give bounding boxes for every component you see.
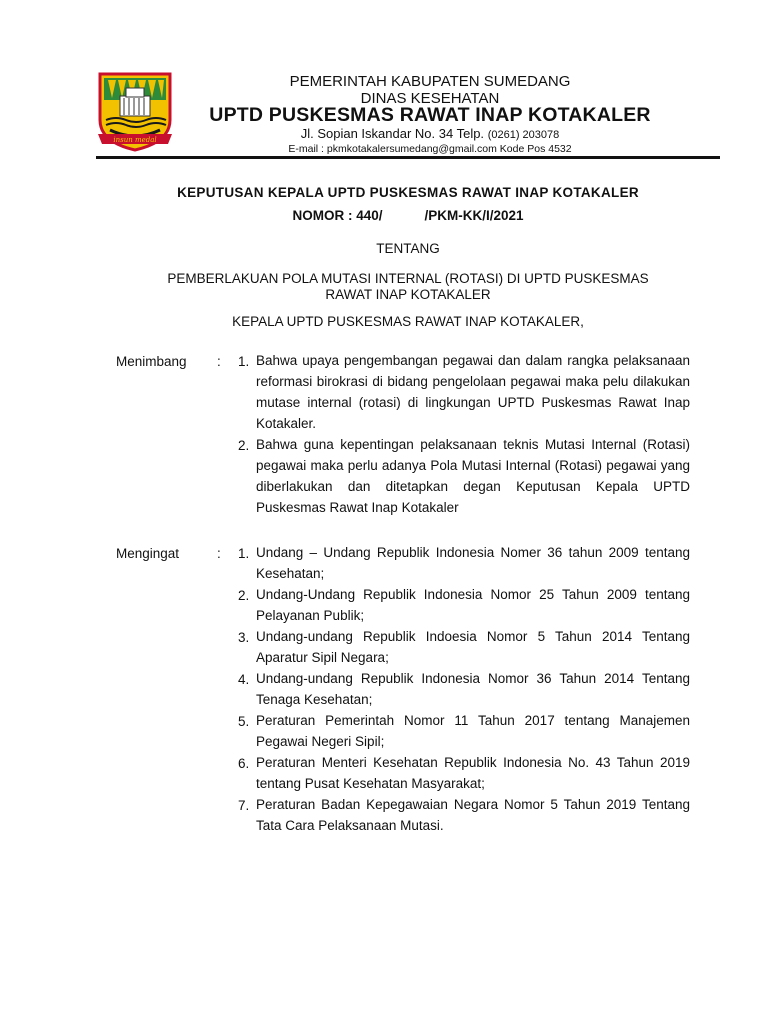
mengingat-item-6: Peraturan Menteri Kesehatan Republik Indonesia No. 43 Tahun 2019 tentang Pusat Kesehatan Masyarakat; xyxy=(256,755,690,791)
menimbang-item-1: Bahwa upaya pengembangan pegawai dan dalam rangka pelaksanaan reformasi birokrasi di bidang pengelolaan pegawai maka pelu dilakukan mutase internal (rotasi) di lingkungan UPTD Puskesmas Rawat Inap Kotakaler. xyxy=(256,353,690,431)
menimbang-colon: : xyxy=(217,354,221,369)
tentang-heading: TENTANG xyxy=(376,241,440,256)
mengingat-item-4: Undang-undang Republik Indonesia Nomor 36 Tahun 2014 Tentang Tenaga Kesehatan; xyxy=(256,671,690,707)
mengingat-colon: : xyxy=(217,546,221,561)
header-address xyxy=(190,126,670,141)
mengingat-item-7: Peraturan Badan Kepegawaian Negara Nomor 5 Tahun 2019 Tentang Tata Cara Pelaksanaan Mutasi. xyxy=(256,797,690,833)
address-text: Jl. Sopian Iskandar No. 34 Telp. xyxy=(300,126,485,141)
logo-motto: insun medal xyxy=(113,136,157,144)
mengingat-item-3: Undang-undang Republik Indoesia Nomor 5 Tahun 2014 Tentang Aparatur Sipil Negara; xyxy=(256,629,690,665)
header-department: DINAS KESEHATAN xyxy=(360,90,500,107)
decree-issuer: KEPALA UPTD PUSKESMAS RAWAT INAP KOTAKALER, xyxy=(232,314,584,329)
subject-line-1: PEMBERLAKUAN POLA MUTASI INTERNAL (ROTASI) DI UPTD PUSKESMAS xyxy=(167,271,649,286)
mengingat-item-1: Undang – Undang Republik Indonesia Nomer 36 tahun 2009 tentang Kesehatan; xyxy=(256,545,690,581)
number-suffix: /PKM-KK/I/2021 xyxy=(424,208,524,223)
number-prefix: NOMOR : 440/ xyxy=(292,208,383,223)
mengingat-num-7: 7. xyxy=(238,798,250,813)
header-government: PEMERINTAH KABUPATEN SUMEDANG xyxy=(289,73,571,90)
decree-number xyxy=(96,208,720,223)
mengingat-num-1: 1. xyxy=(238,546,250,561)
decree-subject xyxy=(96,271,720,303)
header-institution: UPTD PUSKESMAS RAWAT INAP KOTAKALER xyxy=(209,104,651,126)
mengingat-item-2: Undang-Undang Republik Indonesia Nomor 25 Tahun 2009 tentang Pelayanan Publik; xyxy=(256,587,690,623)
header-divider xyxy=(96,156,720,159)
mengingat-num-2: 2. xyxy=(238,588,250,603)
mengingat-num-3: 3. xyxy=(238,630,250,645)
menimbang-label: Menimbang xyxy=(116,354,187,369)
subject-line-2: RAWAT INAP KOTAKALER xyxy=(325,287,491,302)
decree-title: KEPUTUSAN KEPALA UPTD PUSKESMAS RAWAT INAP KOTAKALER xyxy=(177,185,639,200)
sumedang-crest-logo xyxy=(96,70,174,152)
menimbang-num-2: 2. xyxy=(238,438,250,453)
header-email: E-mail : pkmkotakalersumedang@gmail.com Kode Pos 4532 xyxy=(288,143,572,155)
mengingat-num-6: 6. xyxy=(238,756,250,771)
menimbang-item-2: Bahwa guna kepentingan pelaksanaan teknis Mutasi Internal (Rotasi) pegawai maka perlu adanya Pola Mutasi Internal (Rotasi) pegawai yang diberlakukan dan ditetapkan degan Keputusan Kepala UPTD Puskesmas Rawat Inap Kotakaler xyxy=(256,437,690,515)
mengingat-num-5: 5. xyxy=(238,714,250,729)
phone-text: (0261) 203078 xyxy=(487,129,560,141)
mengingat-item-5: Peraturan Pemerintah Nomor 11 Tahun 2017 tentang Manajemen Pegawai Negeri Sipil; xyxy=(256,713,690,749)
mengingat-label: Mengingat xyxy=(116,546,180,561)
mengingat-num-4: 4. xyxy=(238,672,250,687)
menimbang-num-1: 1. xyxy=(238,354,250,369)
